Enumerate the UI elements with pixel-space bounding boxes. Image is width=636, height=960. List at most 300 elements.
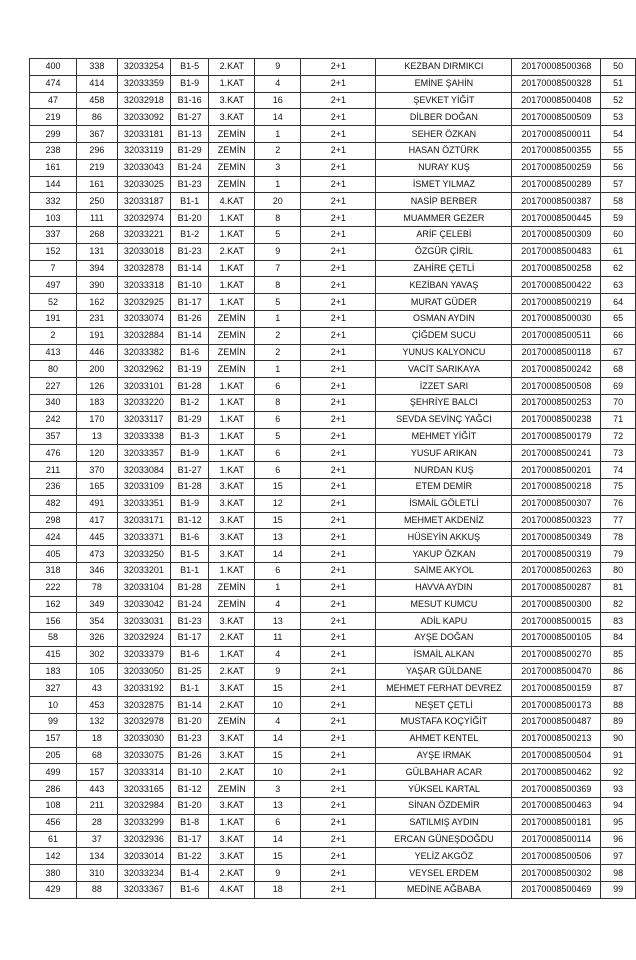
draw-no-cell: 405 (30, 546, 77, 563)
record-no-cell: 32032978 (117, 714, 170, 731)
block-cell: B1-2 (171, 226, 209, 243)
application-no-cell: 20170008500469 (512, 882, 601, 899)
block-cell: B1-1 (171, 680, 209, 697)
draw-no-cell: 161 (30, 159, 77, 176)
floor-cell: ZEMİN (209, 361, 255, 378)
row-no-cell: 71 (601, 411, 636, 428)
owner-name-cell: NURAY KUŞ (376, 159, 512, 176)
table-row (30, 814, 636, 831)
table-body (30, 59, 636, 899)
draw-no-cell: 142 (30, 848, 77, 865)
record-no-cell: 32033250 (117, 546, 170, 563)
record-no-cell: 32033367 (117, 882, 170, 899)
owner-name-cell: VACİT SARIKAYA (376, 361, 512, 378)
block-cell: B1-17 (171, 630, 209, 647)
owner-name-cell: MURAT GÜDER (376, 294, 512, 311)
table-row (30, 193, 636, 210)
door-no-cell: 14 (255, 546, 301, 563)
row-no-cell: 88 (601, 697, 636, 714)
row-no-cell: 82 (601, 596, 636, 613)
application-no-cell: 20170008500369 (512, 781, 601, 798)
record-no-cell: 32033119 (117, 142, 170, 159)
floor-cell: 2.KAT (209, 697, 255, 714)
owner-name-cell: ARİF ÇELEBİ (376, 226, 512, 243)
row-no-cell: 87 (601, 680, 636, 697)
results-table (29, 58, 636, 899)
door-no-cell: 14 (255, 730, 301, 747)
row-no-cell: 65 (601, 310, 636, 327)
draw-no-cell: 191 (30, 310, 77, 327)
door-no-cell: 5 (255, 226, 301, 243)
lot-no-cell: 370 (77, 462, 118, 479)
draw-no-cell: 156 (30, 613, 77, 630)
table-row (30, 126, 636, 143)
draw-no-cell: 415 (30, 646, 77, 663)
lot-no-cell: 417 (77, 512, 118, 529)
record-no-cell: 32033379 (117, 646, 170, 663)
record-no-cell: 32032936 (117, 831, 170, 848)
lot-no-cell: 443 (77, 781, 118, 798)
lot-no-cell: 302 (77, 646, 118, 663)
row-no-cell: 52 (601, 92, 636, 109)
row-no-cell: 89 (601, 714, 636, 731)
floor-cell: ZEMİN (209, 781, 255, 798)
application-no-cell: 20170008500219 (512, 294, 601, 311)
unit-type-cell: 2+1 (301, 478, 376, 495)
row-no-cell: 80 (601, 562, 636, 579)
draw-no-cell: 152 (30, 243, 77, 260)
record-no-cell: 32032924 (117, 630, 170, 647)
record-no-cell: 32033201 (117, 562, 170, 579)
draw-no-cell: 327 (30, 680, 77, 697)
draw-no-cell: 58 (30, 630, 77, 647)
unit-type-cell: 2+1 (301, 781, 376, 798)
draw-no-cell: 456 (30, 814, 77, 831)
door-no-cell: 13 (255, 529, 301, 546)
table-row (30, 478, 636, 495)
owner-name-cell: DİLBER DOĞAN (376, 109, 512, 126)
block-cell: B1-5 (171, 59, 209, 76)
lot-no-cell: 268 (77, 226, 118, 243)
table-row (30, 747, 636, 764)
lot-no-cell: 446 (77, 344, 118, 361)
unit-type-cell: 2+1 (301, 394, 376, 411)
application-no-cell: 20170008500504 (512, 747, 601, 764)
draw-no-cell: 157 (30, 730, 77, 747)
door-no-cell: 1 (255, 126, 301, 143)
floor-cell: 1.KAT (209, 428, 255, 445)
floor-cell: 1.KAT (209, 260, 255, 277)
application-no-cell: 20170008500462 (512, 764, 601, 781)
application-no-cell: 20170008500270 (512, 646, 601, 663)
owner-name-cell: KEZBAN DIRMIKCI (376, 59, 512, 76)
row-no-cell: 69 (601, 378, 636, 395)
row-no-cell: 99 (601, 882, 636, 899)
table-row (30, 277, 636, 294)
owner-name-cell: MEHMET AKDENİZ (376, 512, 512, 529)
block-cell: B1-20 (171, 210, 209, 227)
record-no-cell: 32032974 (117, 210, 170, 227)
unit-type-cell: 2+1 (301, 294, 376, 311)
record-no-cell: 32033109 (117, 478, 170, 495)
block-cell: B1-24 (171, 159, 209, 176)
unit-type-cell: 2+1 (301, 512, 376, 529)
row-no-cell: 98 (601, 865, 636, 882)
table-row (30, 714, 636, 731)
record-no-cell: 32033338 (117, 428, 170, 445)
door-no-cell: 6 (255, 445, 301, 462)
door-no-cell: 11 (255, 630, 301, 647)
record-no-cell: 32032884 (117, 327, 170, 344)
block-cell: B1-6 (171, 882, 209, 899)
door-no-cell: 7 (255, 260, 301, 277)
block-cell: B1-8 (171, 814, 209, 831)
record-no-cell: 32032925 (117, 294, 170, 311)
application-no-cell: 20170008500349 (512, 529, 601, 546)
lot-no-cell: 231 (77, 310, 118, 327)
lot-no-cell: 132 (77, 714, 118, 731)
draw-no-cell: 332 (30, 193, 77, 210)
row-no-cell: 76 (601, 495, 636, 512)
owner-name-cell: YAŞAR GÜLDANE (376, 663, 512, 680)
block-cell: B1-12 (171, 781, 209, 798)
row-no-cell: 96 (601, 831, 636, 848)
owner-name-cell: İSMET YILMAZ (376, 176, 512, 193)
owner-name-cell: ZAHİRE ÇETLİ (376, 260, 512, 277)
lot-no-cell: 390 (77, 277, 118, 294)
floor-cell: 1.KAT (209, 462, 255, 479)
block-cell: B1-26 (171, 747, 209, 764)
row-no-cell: 67 (601, 344, 636, 361)
application-no-cell: 20170008500181 (512, 814, 601, 831)
block-cell: B1-29 (171, 411, 209, 428)
owner-name-cell: AYŞE DOĞAN (376, 630, 512, 647)
block-cell: B1-9 (171, 445, 209, 462)
record-no-cell: 32033092 (117, 109, 170, 126)
door-no-cell: 6 (255, 411, 301, 428)
application-no-cell: 20170008500289 (512, 176, 601, 193)
record-no-cell: 32033318 (117, 277, 170, 294)
lot-no-cell: 88 (77, 882, 118, 899)
row-no-cell: 70 (601, 394, 636, 411)
record-no-cell: 32033220 (117, 394, 170, 411)
floor-cell: ZEMİN (209, 327, 255, 344)
draw-no-cell: 413 (30, 344, 77, 361)
floor-cell: ZEMİN (209, 142, 255, 159)
lot-no-cell: 211 (77, 798, 118, 815)
block-cell: B1-17 (171, 294, 209, 311)
table-row (30, 344, 636, 361)
floor-cell: 2.KAT (209, 764, 255, 781)
record-no-cell: 32033101 (117, 378, 170, 395)
owner-name-cell: EMİNE ŞAHİN (376, 75, 512, 92)
door-no-cell: 3 (255, 159, 301, 176)
block-cell: B1-2 (171, 394, 209, 411)
door-no-cell: 1 (255, 361, 301, 378)
draw-no-cell: 162 (30, 596, 77, 613)
row-no-cell: 56 (601, 159, 636, 176)
block-cell: B1-6 (171, 344, 209, 361)
door-no-cell: 1 (255, 310, 301, 327)
lot-no-cell: 157 (77, 764, 118, 781)
record-no-cell: 32033351 (117, 495, 170, 512)
owner-name-cell: OSMAN AYDIN (376, 310, 512, 327)
door-no-cell: 9 (255, 59, 301, 76)
door-no-cell: 9 (255, 663, 301, 680)
owner-name-cell: YELİZ AKGÖZ (376, 848, 512, 865)
unit-type-cell: 2+1 (301, 848, 376, 865)
table-row (30, 831, 636, 848)
table-row (30, 730, 636, 747)
door-no-cell: 15 (255, 747, 301, 764)
application-no-cell: 20170008500368 (512, 59, 601, 76)
row-no-cell: 74 (601, 462, 636, 479)
lot-no-cell: 326 (77, 630, 118, 647)
block-cell: B1-23 (171, 613, 209, 630)
owner-name-cell: HASAN ÖZTÜRK (376, 142, 512, 159)
owner-name-cell: AHMET KENTEL (376, 730, 512, 747)
table-row (30, 294, 636, 311)
owner-name-cell: YAKUP ÖZKAN (376, 546, 512, 563)
owner-name-cell: NURDAN KUŞ (376, 462, 512, 479)
floor-cell: 1.KAT (209, 445, 255, 462)
draw-no-cell: 380 (30, 865, 77, 882)
application-no-cell: 20170008500487 (512, 714, 601, 731)
record-no-cell: 32033030 (117, 730, 170, 747)
table-row (30, 529, 636, 546)
table-row (30, 865, 636, 882)
row-no-cell: 94 (601, 798, 636, 815)
block-cell: B1-1 (171, 562, 209, 579)
unit-type-cell: 2+1 (301, 814, 376, 831)
floor-cell: 1.KAT (209, 378, 255, 395)
block-cell: B1-12 (171, 512, 209, 529)
door-no-cell: 6 (255, 462, 301, 479)
floor-cell: ZEMİN (209, 579, 255, 596)
table-row (30, 462, 636, 479)
table-row (30, 75, 636, 92)
row-no-cell: 53 (601, 109, 636, 126)
unit-type-cell: 2+1 (301, 680, 376, 697)
door-no-cell: 4 (255, 596, 301, 613)
owner-name-cell: GÜLBAHAR ACAR (376, 764, 512, 781)
record-no-cell: 32032984 (117, 798, 170, 815)
door-no-cell: 15 (255, 680, 301, 697)
application-no-cell: 20170008500173 (512, 697, 601, 714)
table-row (30, 109, 636, 126)
door-no-cell: 16 (255, 92, 301, 109)
draw-no-cell: 337 (30, 226, 77, 243)
owner-name-cell: YÜKSEL KARTAL (376, 781, 512, 798)
unit-type-cell: 2+1 (301, 176, 376, 193)
row-no-cell: 54 (601, 126, 636, 143)
record-no-cell: 32032875 (117, 697, 170, 714)
lot-no-cell: 165 (77, 478, 118, 495)
unit-type-cell: 2+1 (301, 730, 376, 747)
draw-no-cell: 474 (30, 75, 77, 92)
table-row (30, 310, 636, 327)
door-no-cell: 8 (255, 210, 301, 227)
draw-no-cell: 61 (30, 831, 77, 848)
door-no-cell: 6 (255, 562, 301, 579)
record-no-cell: 32033031 (117, 613, 170, 630)
row-no-cell: 75 (601, 478, 636, 495)
lot-no-cell: 491 (77, 495, 118, 512)
draw-no-cell: 340 (30, 394, 77, 411)
door-no-cell: 8 (255, 394, 301, 411)
door-no-cell: 18 (255, 882, 301, 899)
application-no-cell: 20170008500201 (512, 462, 601, 479)
table-row (30, 142, 636, 159)
draw-no-cell: 236 (30, 478, 77, 495)
owner-name-cell: SEHER ÖZKAN (376, 126, 512, 143)
application-no-cell: 20170008500238 (512, 411, 601, 428)
draw-no-cell: 108 (30, 798, 77, 815)
table-row (30, 646, 636, 663)
owner-name-cell: NEŞET ÇETLİ (376, 697, 512, 714)
lot-no-cell: 458 (77, 92, 118, 109)
block-cell: B1-20 (171, 798, 209, 815)
lot-no-cell: 219 (77, 159, 118, 176)
block-cell: B1-27 (171, 109, 209, 126)
owner-name-cell: YUSUF ARIKAN (376, 445, 512, 462)
unit-type-cell: 2+1 (301, 596, 376, 613)
row-no-cell: 92 (601, 764, 636, 781)
block-cell: B1-29 (171, 142, 209, 159)
application-no-cell: 20170008500463 (512, 798, 601, 815)
unit-type-cell: 2+1 (301, 159, 376, 176)
owner-name-cell: ŞEHRİYE BALCI (376, 394, 512, 411)
unit-type-cell: 2+1 (301, 663, 376, 680)
unit-type-cell: 2+1 (301, 260, 376, 277)
unit-type-cell: 2+1 (301, 59, 376, 76)
row-no-cell: 73 (601, 445, 636, 462)
draw-no-cell: 219 (30, 109, 77, 126)
owner-name-cell: MUSTAFA KOÇYİĞİT (376, 714, 512, 731)
draw-no-cell: 242 (30, 411, 77, 428)
record-no-cell: 32033314 (117, 764, 170, 781)
floor-cell: ZEMİN (209, 176, 255, 193)
block-cell: B1-23 (171, 176, 209, 193)
door-no-cell: 15 (255, 478, 301, 495)
table-row (30, 260, 636, 277)
draw-no-cell: 222 (30, 579, 77, 596)
application-no-cell: 20170008500509 (512, 109, 601, 126)
draw-no-cell: 211 (30, 462, 77, 479)
owner-name-cell: MEHMET FERHAT DEVREZ (376, 680, 512, 697)
unit-type-cell: 2+1 (301, 310, 376, 327)
unit-type-cell: 2+1 (301, 865, 376, 882)
record-no-cell: 32033234 (117, 865, 170, 882)
floor-cell: 2.KAT (209, 630, 255, 647)
block-cell: B1-20 (171, 714, 209, 731)
row-no-cell: 83 (601, 613, 636, 630)
record-no-cell: 32033299 (117, 814, 170, 831)
floor-cell: 1.KAT (209, 411, 255, 428)
block-cell: B1-19 (171, 361, 209, 378)
owner-name-cell: KEZİBAN YAVAŞ (376, 277, 512, 294)
lot-no-cell: 134 (77, 848, 118, 865)
door-no-cell: 6 (255, 814, 301, 831)
unit-type-cell: 2+1 (301, 562, 376, 579)
application-no-cell: 20170008500483 (512, 243, 601, 260)
block-cell: B1-28 (171, 478, 209, 495)
application-no-cell: 20170008500011 (512, 126, 601, 143)
lot-no-cell: 349 (77, 596, 118, 613)
row-no-cell: 85 (601, 646, 636, 663)
lot-no-cell: 453 (77, 697, 118, 714)
unit-type-cell: 2+1 (301, 327, 376, 344)
application-no-cell: 20170008500323 (512, 512, 601, 529)
draw-no-cell: 7 (30, 260, 77, 277)
table-row (30, 546, 636, 563)
record-no-cell: 32033025 (117, 176, 170, 193)
floor-cell: 1.KAT (209, 277, 255, 294)
lot-no-cell: 18 (77, 730, 118, 747)
row-no-cell: 66 (601, 327, 636, 344)
door-no-cell: 3 (255, 781, 301, 798)
record-no-cell: 32033221 (117, 226, 170, 243)
owner-name-cell: MEHMET YİĞİT (376, 428, 512, 445)
draw-no-cell: 183 (30, 663, 77, 680)
row-no-cell: 60 (601, 226, 636, 243)
floor-cell: 1.KAT (209, 394, 255, 411)
block-cell: B1-17 (171, 831, 209, 848)
draw-no-cell: 299 (30, 126, 77, 143)
lot-no-cell: 346 (77, 562, 118, 579)
floor-cell: ZEMİN (209, 344, 255, 361)
block-cell: B1-4 (171, 865, 209, 882)
table-row (30, 663, 636, 680)
door-no-cell: 1 (255, 579, 301, 596)
application-no-cell: 20170008500030 (512, 310, 601, 327)
record-no-cell: 32033192 (117, 680, 170, 697)
application-no-cell: 20170008500179 (512, 428, 601, 445)
unit-type-cell: 2+1 (301, 630, 376, 647)
record-no-cell: 32033084 (117, 462, 170, 479)
record-no-cell: 32033371 (117, 529, 170, 546)
unit-type-cell: 2+1 (301, 714, 376, 731)
block-cell: B1-10 (171, 764, 209, 781)
application-no-cell: 20170008500300 (512, 596, 601, 613)
block-cell: B1-14 (171, 327, 209, 344)
row-no-cell: 51 (601, 75, 636, 92)
row-no-cell: 77 (601, 512, 636, 529)
row-no-cell: 81 (601, 579, 636, 596)
lot-no-cell: 162 (77, 294, 118, 311)
door-no-cell: 4 (255, 75, 301, 92)
owner-name-cell: ETEM DEMİR (376, 478, 512, 495)
block-cell: B1-14 (171, 697, 209, 714)
draw-no-cell: 497 (30, 277, 77, 294)
door-no-cell: 6 (255, 378, 301, 395)
application-no-cell: 20170008500159 (512, 680, 601, 697)
application-no-cell: 20170008500242 (512, 361, 601, 378)
unit-type-cell: 2+1 (301, 210, 376, 227)
floor-cell: 3.KAT (209, 529, 255, 546)
draw-no-cell: 2 (30, 327, 77, 344)
door-no-cell: 15 (255, 848, 301, 865)
floor-cell: 1.KAT (209, 562, 255, 579)
table-row (30, 680, 636, 697)
table-row (30, 210, 636, 227)
block-cell: B1-9 (171, 495, 209, 512)
record-no-cell: 32033254 (117, 59, 170, 76)
unit-type-cell: 2+1 (301, 798, 376, 815)
draw-no-cell: 400 (30, 59, 77, 76)
record-no-cell: 32033359 (117, 75, 170, 92)
unit-type-cell: 2+1 (301, 697, 376, 714)
